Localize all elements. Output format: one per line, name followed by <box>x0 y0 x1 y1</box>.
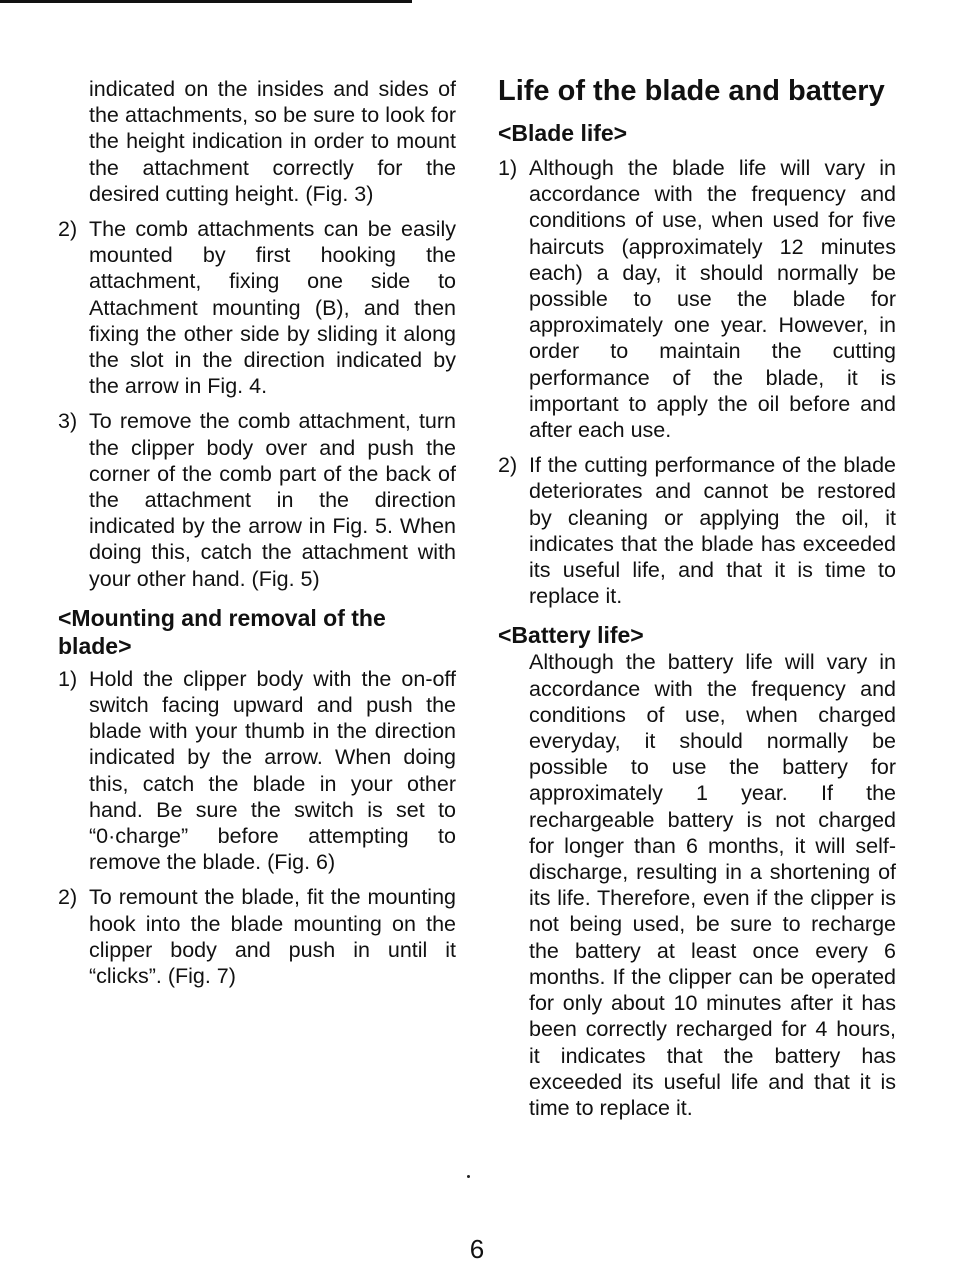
right-column <box>498 76 896 1121</box>
list-item <box>58 666 456 876</box>
list-item <box>58 884 456 989</box>
item-number: 3) <box>58 409 78 434</box>
mounting-heading: <Mounting and removal of the blade> <box>58 604 386 659</box>
page-number: 6 <box>469 1234 485 1264</box>
list-item <box>498 452 896 609</box>
battery-life-paragraph: Although the battery life will vary in accordance with the frequency and conditions of use, when charged everyday, it should normally be possible to use the battery for approximately 1 year. If the rechargeable battery is not charged for longer than 6 months, it will self-discharge, resulting in a shortening of its life. Therefore, even if the clipper is not being used, be sure to recharge the battery at least once every 6 months. If the clipper can be operated for only about 10 minutes after it has been correctly recharged for 4 hours, it indicates that the battery has exceeded its useful life and that it is time to replace it. <box>529 650 896 1120</box>
item-text: To remount the blade, fit the mounting hook into the blade mounting on the clipper body and push in until it “clicks”. (Fig. 7) <box>89 885 456 989</box>
item-number: 2) <box>58 885 78 910</box>
list-item <box>498 155 896 443</box>
item-text: To remove the comb attachment, turn the clipper body over and push the corner of the comb part of the back of the attachment in the direction indicated by the arrow in Fig. 5. When doing this, catch the attachment with your other hand. (Fig. 5) <box>89 409 456 591</box>
item-text: Although the blade life will vary in accordance with the frequency and conditions of use, when used for five haircuts (approximately 12 minutes each) a day, it should normally be possible to use the blade for approximately one year. However, in order to maintain the cutting performance of the blade, it is important to apply the oil before and after each use. <box>529 156 896 443</box>
item-number: 1) <box>58 666 78 691</box>
list-item <box>58 408 456 591</box>
blade-life-heading: <Blade life> <box>498 120 628 146</box>
continuation-paragraph: indicated on the insides and sides of the attachments, so be sure to look for the height indication in order to mount the attachment correctly for the desired cutting height. (Fig. 3) <box>89 77 456 206</box>
top-rule <box>0 0 412 3</box>
item-text: Hold the clipper body with the on-off switch facing upward and push the blade with your thumb in the direction indicated by the arrow. When doing this, catch the blade in your other hand. Be sure the switch is set to “0·charge” before attempting to remove the blade. (Fig. 6) <box>89 666 456 875</box>
item-text: The comb attachments can be easily mounted by first hooking the attachment, fixing one side to Attachment mounting (B), and then fixing the other side by sliding it along the slot in the direction indicated by the arrow in Fig. 4. <box>89 217 456 399</box>
section-heading: Life of the blade and battery <box>498 75 885 107</box>
stray-dot <box>467 1175 470 1178</box>
left-column <box>58 76 456 989</box>
item-number: 1) <box>498 156 518 180</box>
battery-life-heading: <Battery life> <box>498 622 644 649</box>
list-item <box>58 216 456 399</box>
item-number: 2) <box>498 453 518 478</box>
item-number: 2) <box>58 217 78 242</box>
item-text: If the cutting performance of the blade deteriorates and cannot be restored by cleaning or applying the oil, it indicates that the blade has exceeded its useful life, and that it is time to replace it. <box>529 453 896 609</box>
